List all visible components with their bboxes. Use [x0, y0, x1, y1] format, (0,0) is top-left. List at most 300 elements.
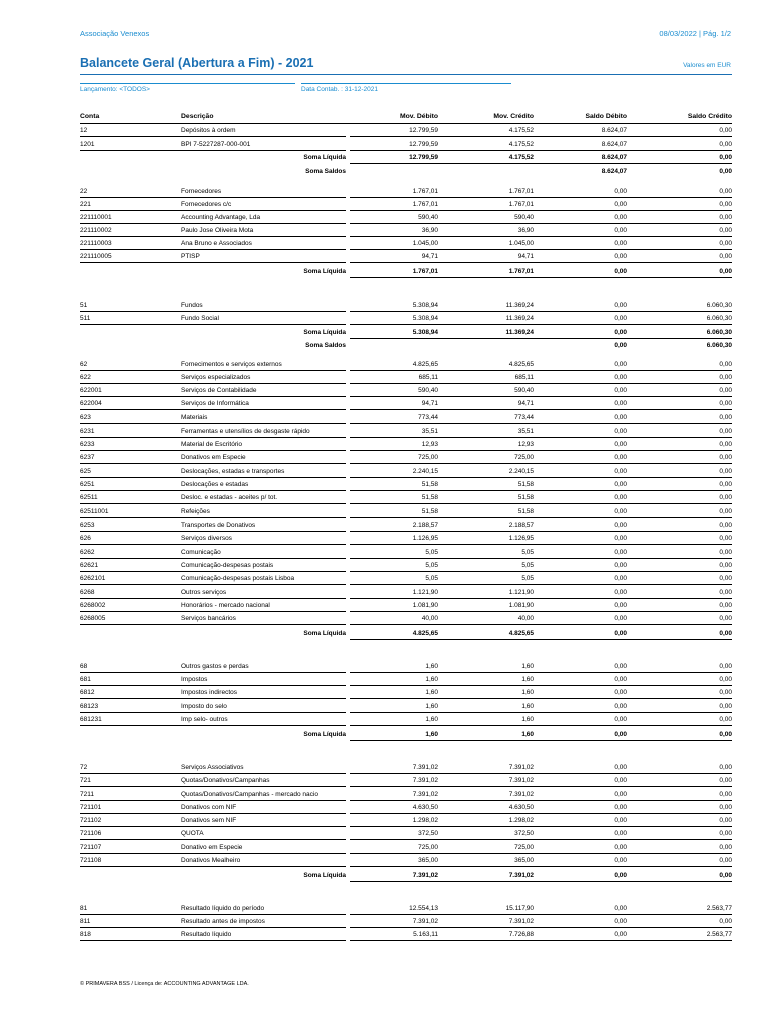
- mov-debito-value: 7.391,02: [412, 791, 438, 798]
- mov-debito-value: 4.630,50: [412, 804, 438, 811]
- saldo-debito-value: 0,00: [614, 615, 627, 622]
- table-row: [80, 237, 732, 250]
- saldo-debito-value: 0,00: [614, 201, 627, 208]
- saldo-credito-value: 2.563,77: [706, 905, 732, 912]
- balance-total-row: [80, 339, 732, 352]
- saldo-debito-value: 0,00: [614, 844, 627, 851]
- saldo-credito-value: 0,00: [719, 253, 732, 260]
- mov-debito-value: 51,58: [421, 494, 438, 501]
- table-row: [80, 841, 732, 854]
- mov-credito-value: 1.045,00: [508, 240, 534, 247]
- saldo-credito-value: 0,00: [719, 844, 732, 851]
- account-description: Comunicação-despesas postais: [181, 562, 274, 569]
- table-row: [80, 673, 732, 686]
- account-code: 62: [80, 361, 88, 368]
- saldo-credito-value: 0,00: [719, 468, 732, 475]
- account-description: Serviços especializados: [181, 374, 251, 381]
- table-row: [80, 686, 732, 699]
- mov-credito-value: 7.391,02: [508, 791, 534, 798]
- balance-total-label: Soma Saldos: [305, 168, 346, 175]
- table-row: [80, 250, 732, 263]
- account-description: Transportes de Donativos: [181, 522, 256, 529]
- account-code: 6237: [80, 454, 95, 461]
- account-description: Material de Escritório: [181, 441, 243, 448]
- account-description: Impostos: [181, 676, 208, 683]
- saldo-debito-value: 0,00: [614, 227, 627, 234]
- saldo-debito-value: 0,00: [614, 374, 627, 381]
- mov-credito-value: 36,90: [517, 227, 534, 234]
- mov-debito-value: 5.163,11: [413, 931, 438, 938]
- mov-debito-value: 5.308,94: [412, 315, 438, 322]
- table-row: [80, 505, 732, 518]
- account-description: BPI 7-5227287-000-001: [181, 141, 251, 148]
- saldo-debito-value: 0,00: [614, 315, 627, 322]
- mov-credito-value: 1,60: [521, 716, 534, 723]
- table-row: [80, 761, 732, 774]
- saldo-debito-value: 0,00: [614, 240, 627, 247]
- saldo-debito-value: 0,00: [614, 630, 627, 637]
- saldo-debito-value: 0,00: [614, 830, 627, 837]
- mov-credito-value: 2.240,15: [508, 468, 534, 475]
- mov-credito-value: 1,60: [521, 731, 534, 738]
- account-code: 221: [80, 201, 91, 208]
- mov-debito-value: 1.045,00: [412, 240, 438, 247]
- account-code: 7211: [80, 791, 94, 798]
- saldo-debito-value: 0,00: [614, 764, 627, 771]
- column-header-saldo-debito: Saldo Débito: [585, 113, 627, 120]
- account-description: Refeições: [181, 508, 210, 515]
- saldo-credito-value: 0,00: [719, 830, 732, 837]
- saldo-credito-value: 0,00: [719, 731, 732, 738]
- account-code: 818: [80, 931, 91, 938]
- saldo-debito-value: 0,00: [614, 253, 627, 260]
- mov-credito-value: 7.391,02: [508, 872, 534, 879]
- table-row: [80, 827, 732, 840]
- mov-credito-value: 12,93: [517, 441, 534, 448]
- account-code: 681: [80, 676, 91, 683]
- account-code: 625: [80, 468, 91, 475]
- saldo-credito-value: 0,00: [719, 575, 732, 582]
- account-code: 221110002: [80, 227, 112, 234]
- table-row: [80, 660, 732, 673]
- mov-debito-value: 5,05: [425, 549, 438, 556]
- account-description: Comunicação: [181, 549, 221, 556]
- mov-credito-value: 4.175,52: [508, 154, 534, 161]
- mov-debito-value: 1,60: [425, 716, 438, 723]
- account-description: Fornecimentos e serviços externos: [181, 361, 282, 368]
- saldo-debito-value: 0,00: [614, 454, 627, 461]
- mov-debito-value: 1,60: [425, 663, 438, 670]
- saldo-credito-value: 0,00: [719, 214, 732, 221]
- balance-total-label: Soma Saldos: [305, 342, 346, 349]
- saldo-debito-value: 0,00: [614, 441, 627, 448]
- account-code: 511: [80, 315, 91, 322]
- saldo-debito-value: 8.624,07: [601, 168, 627, 175]
- account-description: Imp selo- outros: [181, 716, 228, 723]
- mov-credito-value: 1,60: [521, 676, 534, 683]
- saldo-debito-value: 0,00: [614, 817, 627, 824]
- mov-debito-value: 12.799,59: [409, 127, 438, 134]
- mov-credito-value: 5,05: [521, 562, 534, 569]
- account-code: 622001: [80, 387, 102, 394]
- table-row: [80, 546, 732, 559]
- mov-credito-value: 685,11: [514, 374, 534, 381]
- table-row: [80, 491, 732, 504]
- balance-total-row: [80, 165, 732, 178]
- account-code: 221110005: [80, 253, 112, 260]
- saldo-debito-value: 0,00: [614, 857, 627, 864]
- saldo-debito-value: 0,00: [614, 731, 627, 738]
- mov-debito-value: 372,50: [418, 830, 438, 837]
- table-row: [80, 814, 732, 827]
- table-row: [80, 586, 732, 599]
- row-separator: [80, 423, 346, 424]
- mov-debito-value: 1,60: [425, 689, 438, 696]
- table-row: [80, 532, 732, 545]
- saldo-credito-value: 0,00: [719, 676, 732, 683]
- account-code: 6231: [80, 428, 95, 435]
- account-description: Resultado líquido do período: [181, 905, 265, 912]
- saldo-debito-value: 8.624,07: [601, 154, 627, 161]
- account-description: Accounting Advantage, Lda: [181, 214, 261, 221]
- account-code: 721102: [80, 817, 102, 824]
- table-row: [80, 397, 732, 410]
- account-code: 6268: [80, 589, 95, 596]
- mov-credito-value: 1,60: [521, 703, 534, 710]
- account-code: 62511001: [80, 508, 109, 515]
- saldo-debito-value: 0,00: [614, 575, 627, 582]
- saldo-debito-value: 0,00: [614, 791, 627, 798]
- saldo-debito-value: 0,00: [614, 872, 627, 879]
- mov-debito-value: 4.825,65: [412, 630, 438, 637]
- mov-credito-value: 1.081,90: [508, 602, 534, 609]
- account-code: 62511: [80, 494, 98, 501]
- table-row: [80, 700, 732, 713]
- saldo-credito-value: 0,00: [719, 240, 732, 247]
- table-row: [80, 358, 732, 371]
- account-code: 12: [80, 127, 88, 134]
- mov-credito-value: 15.117,90: [505, 905, 534, 912]
- subtotal-row: [80, 151, 732, 164]
- account-description: Outros gastos e perdas: [181, 663, 249, 670]
- row-separator: [80, 409, 346, 410]
- mov-debito-value: 5,05: [425, 575, 438, 582]
- saldo-debito-value: 0,00: [614, 342, 627, 349]
- mov-debito-value: 12,93: [421, 441, 438, 448]
- saldo-debito-value: 0,00: [614, 302, 627, 309]
- mov-debito-value: 1,60: [425, 703, 438, 710]
- saldo-debito-value: 0,00: [614, 268, 627, 275]
- table-row: [80, 224, 732, 237]
- saldo-debito-value: 0,00: [614, 689, 627, 696]
- table-row: [80, 572, 732, 585]
- table-row: [80, 788, 732, 801]
- saldo-debito-value: 0,00: [614, 468, 627, 475]
- subtotal-label: Soma Líquida: [303, 154, 346, 161]
- saldo-debito-value: 0,00: [614, 804, 627, 811]
- saldo-credito-value: 0,00: [719, 791, 732, 798]
- subtotal-label: Soma Líquida: [303, 872, 346, 879]
- mov-credito-value: 4.825,65: [508, 361, 534, 368]
- mov-credito-value: 2.188,57: [508, 522, 534, 529]
- column-header-mov-credito: Mov. Crédito: [493, 113, 534, 120]
- account-description: Serviços bancários: [181, 615, 236, 622]
- mov-debito-value: 365,00: [418, 857, 438, 864]
- saldo-debito-value: 0,00: [614, 663, 627, 670]
- account-code: 72: [80, 764, 88, 771]
- column-header-mov-debito: Mov. Débito: [399, 113, 438, 120]
- mov-debito-value: 94,71: [421, 400, 438, 407]
- saldo-debito-value: 0,00: [614, 508, 627, 515]
- account-description: PTISP: [181, 253, 200, 260]
- account-description: Serviços de Informática: [181, 400, 249, 407]
- row-separator: [80, 544, 346, 545]
- saldo-debito-value: 0,00: [614, 188, 627, 195]
- column-header-descricao: Descrição: [181, 113, 214, 120]
- account-code: 622004: [80, 400, 102, 407]
- subtotal-label: Soma Líquida: [303, 731, 346, 738]
- mov-debito-value: 5,05: [425, 562, 438, 569]
- saldo-credito-value: 0,00: [719, 764, 732, 771]
- saldo-debito-value: 0,00: [614, 676, 627, 683]
- account-code: 6268002: [80, 602, 106, 609]
- mov-debito-value: 36,90: [421, 227, 438, 234]
- mov-credito-value: 51,58: [517, 508, 534, 515]
- mov-debito-value: 685,11: [418, 374, 438, 381]
- mov-debito-value: 590,40: [418, 387, 438, 394]
- row-separator: [80, 463, 346, 464]
- column-header-conta: Conta: [80, 113, 100, 120]
- table-row: [80, 124, 732, 137]
- saldo-credito-value: 0,00: [719, 703, 732, 710]
- saldo-credito-value: 0,00: [719, 374, 732, 381]
- saldo-credito-value: 0,00: [719, 227, 732, 234]
- table-row: [80, 599, 732, 612]
- saldo-credito-value: 0,00: [719, 201, 732, 208]
- mov-debito-value: 7.391,02: [412, 764, 438, 771]
- launch-filter: Lançamento: <TODOS>: [80, 86, 150, 93]
- mov-credito-value: 365,00: [514, 857, 534, 864]
- mov-credito-value: 94,71: [517, 253, 534, 260]
- table-row: [80, 451, 732, 464]
- table-row: [80, 713, 732, 726]
- mov-credito-value: 35,51: [517, 428, 534, 435]
- row-separator: [80, 786, 346, 787]
- saldo-credito-value: 0,00: [719, 615, 732, 622]
- row-separator: [80, 584, 346, 585]
- account-code: 721108: [80, 857, 102, 864]
- row-separator: [80, 725, 346, 726]
- saldo-credito-value: 0,00: [719, 481, 732, 488]
- account-code: 623: [80, 414, 91, 421]
- row-separator: [80, 503, 346, 504]
- mov-credito-value: 4.825,65: [508, 630, 534, 637]
- account-description: Fornecedores c/c: [181, 201, 232, 208]
- account-description: Serviços de Contabilidade: [181, 387, 257, 394]
- account-code: 51: [80, 302, 88, 309]
- currency-label: Valores em EUR: [683, 62, 731, 69]
- organization-name: Associação Venexos: [80, 29, 150, 38]
- row-separator: [80, 136, 346, 137]
- table-row: [80, 185, 732, 198]
- mov-debito-value: 5.308,94: [412, 329, 438, 336]
- saldo-credito-value: 0,00: [719, 508, 732, 515]
- account-description: Desloc. e estadas - aceites p/ tot.: [181, 494, 278, 501]
- saldo-credito-value: 0,00: [719, 400, 732, 407]
- account-description: Serviços diversos: [181, 535, 232, 542]
- saldo-credito-value: 0,00: [719, 857, 732, 864]
- table-row: [80, 138, 732, 151]
- account-description: Outros serviços: [181, 589, 227, 596]
- saldo-credito-value: 0,00: [719, 141, 732, 148]
- table-row: [80, 425, 732, 438]
- saldo-debito-value: 0,00: [614, 562, 627, 569]
- account-description: Fundo Social: [181, 315, 219, 322]
- row-separator: [80, 262, 346, 263]
- saldo-debito-value: 8.624,07: [601, 141, 627, 148]
- table-row: [80, 902, 732, 915]
- table-row: [80, 211, 732, 224]
- account-code: 6233: [80, 441, 95, 448]
- mov-debito-value: 725,00: [418, 454, 438, 461]
- saldo-credito-value: 0,00: [719, 589, 732, 596]
- account-description: QUOTA: [181, 830, 204, 837]
- saldo-credito-value: 6.060,30: [706, 329, 732, 336]
- mov-debito-value: 94,71: [421, 253, 438, 260]
- saldo-credito-value: 0,00: [719, 602, 732, 609]
- account-code: 721107: [80, 844, 102, 851]
- saldo-credito-value: 0,00: [719, 522, 732, 529]
- mov-debito-value: 51,58: [421, 508, 438, 515]
- account-description: Donativo em Especie: [181, 844, 243, 851]
- row-separator: [80, 324, 346, 325]
- table-row: [80, 854, 732, 867]
- mov-credito-value: 1.767,01: [508, 268, 534, 275]
- table-row: [80, 801, 732, 814]
- mov-debito-value: 2.240,15: [412, 468, 438, 475]
- mov-credito-value: 1,60: [521, 689, 534, 696]
- saldo-credito-value: 0,00: [719, 494, 732, 501]
- account-code: 68123: [80, 703, 99, 710]
- mov-credito-value: 11.369,24: [505, 329, 534, 336]
- mov-credito-value: 7.726,88: [508, 931, 534, 938]
- table-row: [80, 465, 732, 478]
- mov-debito-value: 12.554,13: [409, 905, 438, 912]
- account-code: 626: [80, 535, 91, 542]
- row-separator: [80, 940, 346, 941]
- mov-debito-value: 1.767,01: [412, 201, 438, 208]
- mov-debito-value: 35,51: [421, 428, 438, 435]
- saldo-credito-value: 2.563,77: [706, 931, 732, 938]
- table-row: [80, 478, 732, 491]
- saldo-debito-value: 0,00: [614, 703, 627, 710]
- mov-debito-value: 590,40: [418, 214, 438, 221]
- saldo-credito-value: 0,00: [719, 630, 732, 637]
- saldo-credito-value: 0,00: [719, 361, 732, 368]
- account-code: 221110003: [80, 240, 112, 247]
- report-title: Balancete Geral (Abertura a Fim) - 2021: [80, 56, 314, 70]
- mov-credito-value: 11.369,24: [505, 315, 534, 322]
- account-description: Donativos sem NIF: [181, 817, 237, 824]
- table-row: [80, 198, 732, 211]
- account-description: Quotas/Donativos/Campanhas: [181, 777, 270, 784]
- saldo-credito-value: 0,00: [719, 689, 732, 696]
- mov-credito-value: 590,40: [514, 214, 534, 221]
- saldo-credito-value: 0,00: [719, 441, 732, 448]
- saldo-credito-value: 0,00: [719, 872, 732, 879]
- account-description: Resultado líquido: [181, 931, 232, 938]
- saldo-debito-value: 0,00: [614, 716, 627, 723]
- account-description: Donativos Mealheiro: [181, 857, 241, 864]
- saldo-credito-value: 0,00: [719, 168, 732, 175]
- mov-debito-value: 40,00: [421, 615, 438, 622]
- account-code: 68: [80, 663, 88, 670]
- mov-debito-value: 1.121,90: [412, 589, 438, 596]
- account-description: Comunicação-despesas postais Lisboa: [181, 575, 295, 582]
- footer-copyright: © PRIMAVERA BSS / Licença de: ACCOUNTING ADVANTAGE LDA.: [80, 981, 249, 987]
- saldo-credito-value: 0,00: [719, 562, 732, 569]
- date-page-indicator: 08/03/2022 | Pág. 1/2: [659, 29, 731, 38]
- table-row: [80, 519, 732, 532]
- mov-credito-value: 5,05: [521, 549, 534, 556]
- table-row: [80, 384, 732, 397]
- saldo-debito-value: 0,00: [614, 481, 627, 488]
- saldo-debito-value: 0,00: [614, 931, 627, 938]
- account-code: 811: [80, 918, 91, 925]
- account-code: 1201: [80, 141, 95, 148]
- saldo-debito-value: 0,00: [614, 387, 627, 394]
- mov-credito-value: 11.369,24: [505, 302, 534, 309]
- saldo-debito-value: 0,00: [614, 400, 627, 407]
- table-row: [80, 299, 732, 312]
- mov-debito-value: 7.391,02: [412, 918, 438, 925]
- saldo-credito-value: 6.060,30: [706, 342, 732, 349]
- table-row: [80, 312, 732, 325]
- saldo-credito-value: 0,00: [719, 268, 732, 275]
- table-row: [80, 559, 732, 572]
- account-description: Ana Bruno e Associados: [181, 240, 252, 247]
- account-description: Fornecedores: [181, 188, 222, 195]
- table-row: [80, 612, 732, 625]
- row-separator: [80, 698, 346, 699]
- mov-debito-value: 1.298,02: [412, 817, 438, 824]
- subtotal-row: [80, 869, 732, 882]
- mov-debito-value: 1.081,90: [412, 602, 438, 609]
- saldo-credito-value: 0,00: [719, 154, 732, 161]
- mov-debito-value: 12.799,59: [409, 141, 438, 148]
- mov-credito-value: 7.391,02: [508, 764, 534, 771]
- mov-credito-value: 4.175,52: [508, 127, 534, 134]
- column-header-row: [80, 113, 732, 123]
- row-separator: [80, 866, 346, 867]
- saldo-credito-value: 0,00: [719, 777, 732, 784]
- account-description: Imposto do selo: [181, 703, 227, 710]
- mov-debito-value: 4.825,65: [412, 361, 438, 368]
- mov-credito-value: 1.121,90: [508, 589, 534, 596]
- saldo-credito-value: 0,00: [719, 428, 732, 435]
- table-row: [80, 928, 732, 941]
- saldo-debito-value: 0,00: [614, 549, 627, 556]
- saldo-credito-value: 0,00: [719, 454, 732, 461]
- account-description: Materiais: [181, 414, 208, 421]
- saldo-credito-value: 0,00: [719, 387, 732, 394]
- account-code: 6268005: [80, 615, 106, 622]
- saldo-debito-value: 0,00: [614, 602, 627, 609]
- saldo-debito-value: 0,00: [614, 428, 627, 435]
- subtotal-label: Soma Líquida: [303, 268, 346, 275]
- saldo-credito-value: 0,00: [719, 918, 732, 925]
- table-row: [80, 438, 732, 451]
